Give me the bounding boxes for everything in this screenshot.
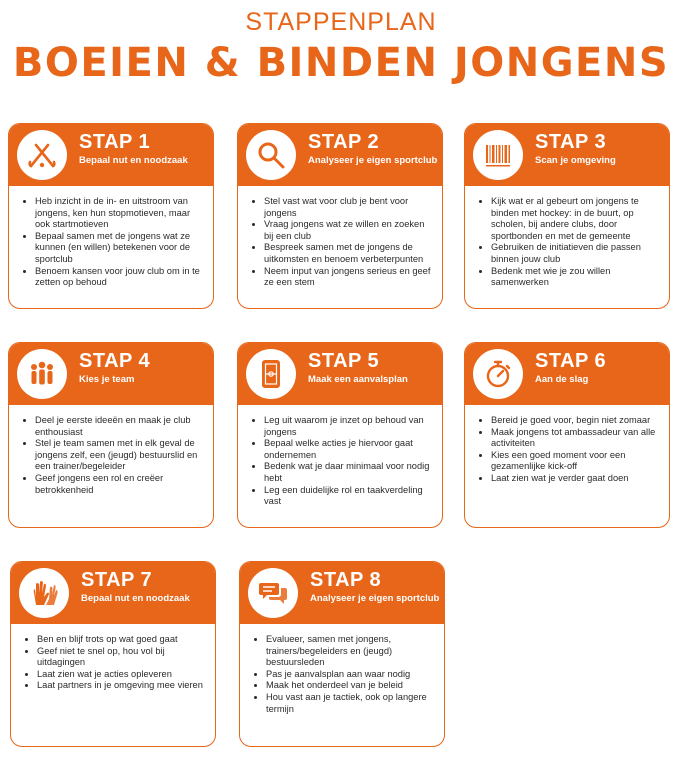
- list-item: • Laat zien wat je acties opleveren: [37, 669, 207, 681]
- step-subtitle: Scan je omgeving: [535, 155, 616, 166]
- list-item: • Maak jongens tot ambassadeur van alle activiteiten: [491, 427, 661, 450]
- step-card-2: [237, 123, 443, 309]
- team-icon: [17, 349, 67, 399]
- step-card-6: [464, 342, 670, 528]
- step-label: STAP 3: [535, 131, 607, 153]
- step-label: STAP 2: [308, 131, 380, 153]
- step-card-7: [10, 561, 216, 747]
- list-item: • Vraag jongens wat ze willen en zoeken bij een club: [264, 219, 434, 242]
- list-item: • Leg uit waarom je inzet op behoud van jongens: [264, 415, 434, 438]
- list-item: • Deel je eerste ideeën en maak je club enthousiast: [35, 415, 205, 438]
- step-label: STAP 8: [310, 569, 382, 591]
- list-item: • Kies een goed moment voor een gezamenlijke kick-off: [491, 450, 661, 473]
- magnifier-icon: [246, 130, 296, 180]
- step-label: STAP 5: [308, 350, 380, 372]
- step-card-header: [240, 562, 444, 624]
- list-item: • Pas je aanvalsplan aan waar nodig: [266, 669, 436, 681]
- page-title: BOEIEN & BINDEN JONGENS: [12, 40, 670, 86]
- step-card-header: [11, 562, 215, 624]
- list-item: • Ben en blijf trots op wat goed gaat: [37, 634, 207, 646]
- list-item: • Stel vast wat voor club je bent voor jongens: [264, 196, 434, 219]
- step-list: [238, 405, 442, 516]
- high-five-icon: [19, 568, 69, 618]
- step-subtitle: Kies je team: [79, 374, 135, 385]
- list-item: • Neem input van jongens serieus en geef ze een stem: [264, 266, 434, 289]
- step-subtitle: Analyseer je eigen sportclub: [310, 593, 440, 604]
- step-card-5: [237, 342, 443, 528]
- step-subtitle: Maak een aanvalsplan: [308, 374, 408, 385]
- list-item: • Maak het onderdeel van je beleid: [266, 680, 436, 692]
- step-card-header: [465, 343, 669, 405]
- list-item: • Bepaal samen met de jongens wat ze kunnen (en willen) betekenen voor de sportclub: [35, 231, 205, 266]
- step-list: [9, 186, 213, 297]
- list-item: • Leg een duidelijke rol en taakverdeling vast: [264, 485, 434, 508]
- barcode-icon: [473, 130, 523, 180]
- step-subtitle: Bepaal nut en noodzaak: [81, 593, 190, 604]
- step-list: [9, 405, 213, 504]
- step-list: [240, 624, 444, 723]
- list-item: • Bespreek samen met de jongens de uitkomsten en benoem verbeterpunten: [264, 242, 434, 265]
- step-card-8: [239, 561, 445, 747]
- chat-bubbles-icon: [248, 568, 298, 618]
- step-label: STAP 7: [81, 569, 153, 591]
- step-card-header: [465, 124, 669, 186]
- step-label: STAP 1: [79, 131, 151, 153]
- stopwatch-icon: [473, 349, 523, 399]
- step-label: STAP 6: [535, 350, 607, 372]
- list-item: • Laat partners in je omgeving mee vieren: [37, 680, 207, 692]
- page-subtitle: STAPPENPLAN: [245, 8, 437, 36]
- step-subtitle: Bepaal nut en noodzaak: [79, 155, 188, 166]
- list-item: • Bedenk met wie je zou willen samenwerken: [491, 266, 661, 289]
- list-item: • Evalueer, samen met jongens, trainers/begeleiders en (jeugd) bestuursleden: [266, 634, 436, 669]
- list-item: • Bereid je goed voor, begin niet zomaar: [491, 415, 661, 427]
- step-list: [465, 186, 669, 297]
- list-item: • Hou vast aan je tactiek, ook op langere termijn: [266, 692, 436, 715]
- list-item: • Geef niet te snel op, hou vol bij uitdagingen: [37, 646, 207, 669]
- step-subtitle: Analyseer je eigen sportclub: [308, 155, 438, 166]
- list-item: • Bepaal welke acties je hiervoor gaat ondernemen: [264, 438, 434, 461]
- step-label: STAP 4: [79, 350, 151, 372]
- list-item: • Benoem kansen voor jouw club om in te zetten op behoud: [35, 266, 205, 289]
- list-item: • Kijk wat er al gebeurt om jongens te binden met hockey: in de buurt, op scholen, bij andere clubs, door sportbonden en met de gemeente: [491, 196, 661, 242]
- step-card-4: [8, 342, 214, 528]
- list-item: • Geef jongens een rol en creëer betrokkenheid: [35, 473, 205, 496]
- list-item: • Heb inzicht in de in- en uitstroom van jongens, ken hun stopmotieven, maar ook startmotieven: [35, 196, 205, 231]
- step-list: [11, 624, 215, 700]
- step-card-header: [9, 124, 213, 186]
- step-subtitle: Aan de slag: [535, 374, 589, 385]
- tactics-board-icon: [246, 349, 296, 399]
- step-card-header: [9, 343, 213, 405]
- step-list: [238, 186, 442, 297]
- step-card-header: [238, 124, 442, 186]
- step-card-header: [238, 343, 442, 405]
- step-card-3: [464, 123, 670, 309]
- step-card-1: [8, 123, 214, 309]
- list-item: • Laat zien wat je verder gaat doen: [491, 473, 661, 485]
- step-list: [465, 405, 669, 493]
- hockey-sticks-icon: [17, 130, 67, 180]
- list-item: • Gebruiken de initiatieven die passen binnen jouw club: [491, 242, 661, 265]
- list-item: • Bedenk wat je daar minimaal voor nodig hebt: [264, 461, 434, 484]
- list-item: • Stel je team samen met in elk geval de jongens zelf, een (jeugd) bestuurslid en een trainer/begeleider: [35, 438, 205, 473]
